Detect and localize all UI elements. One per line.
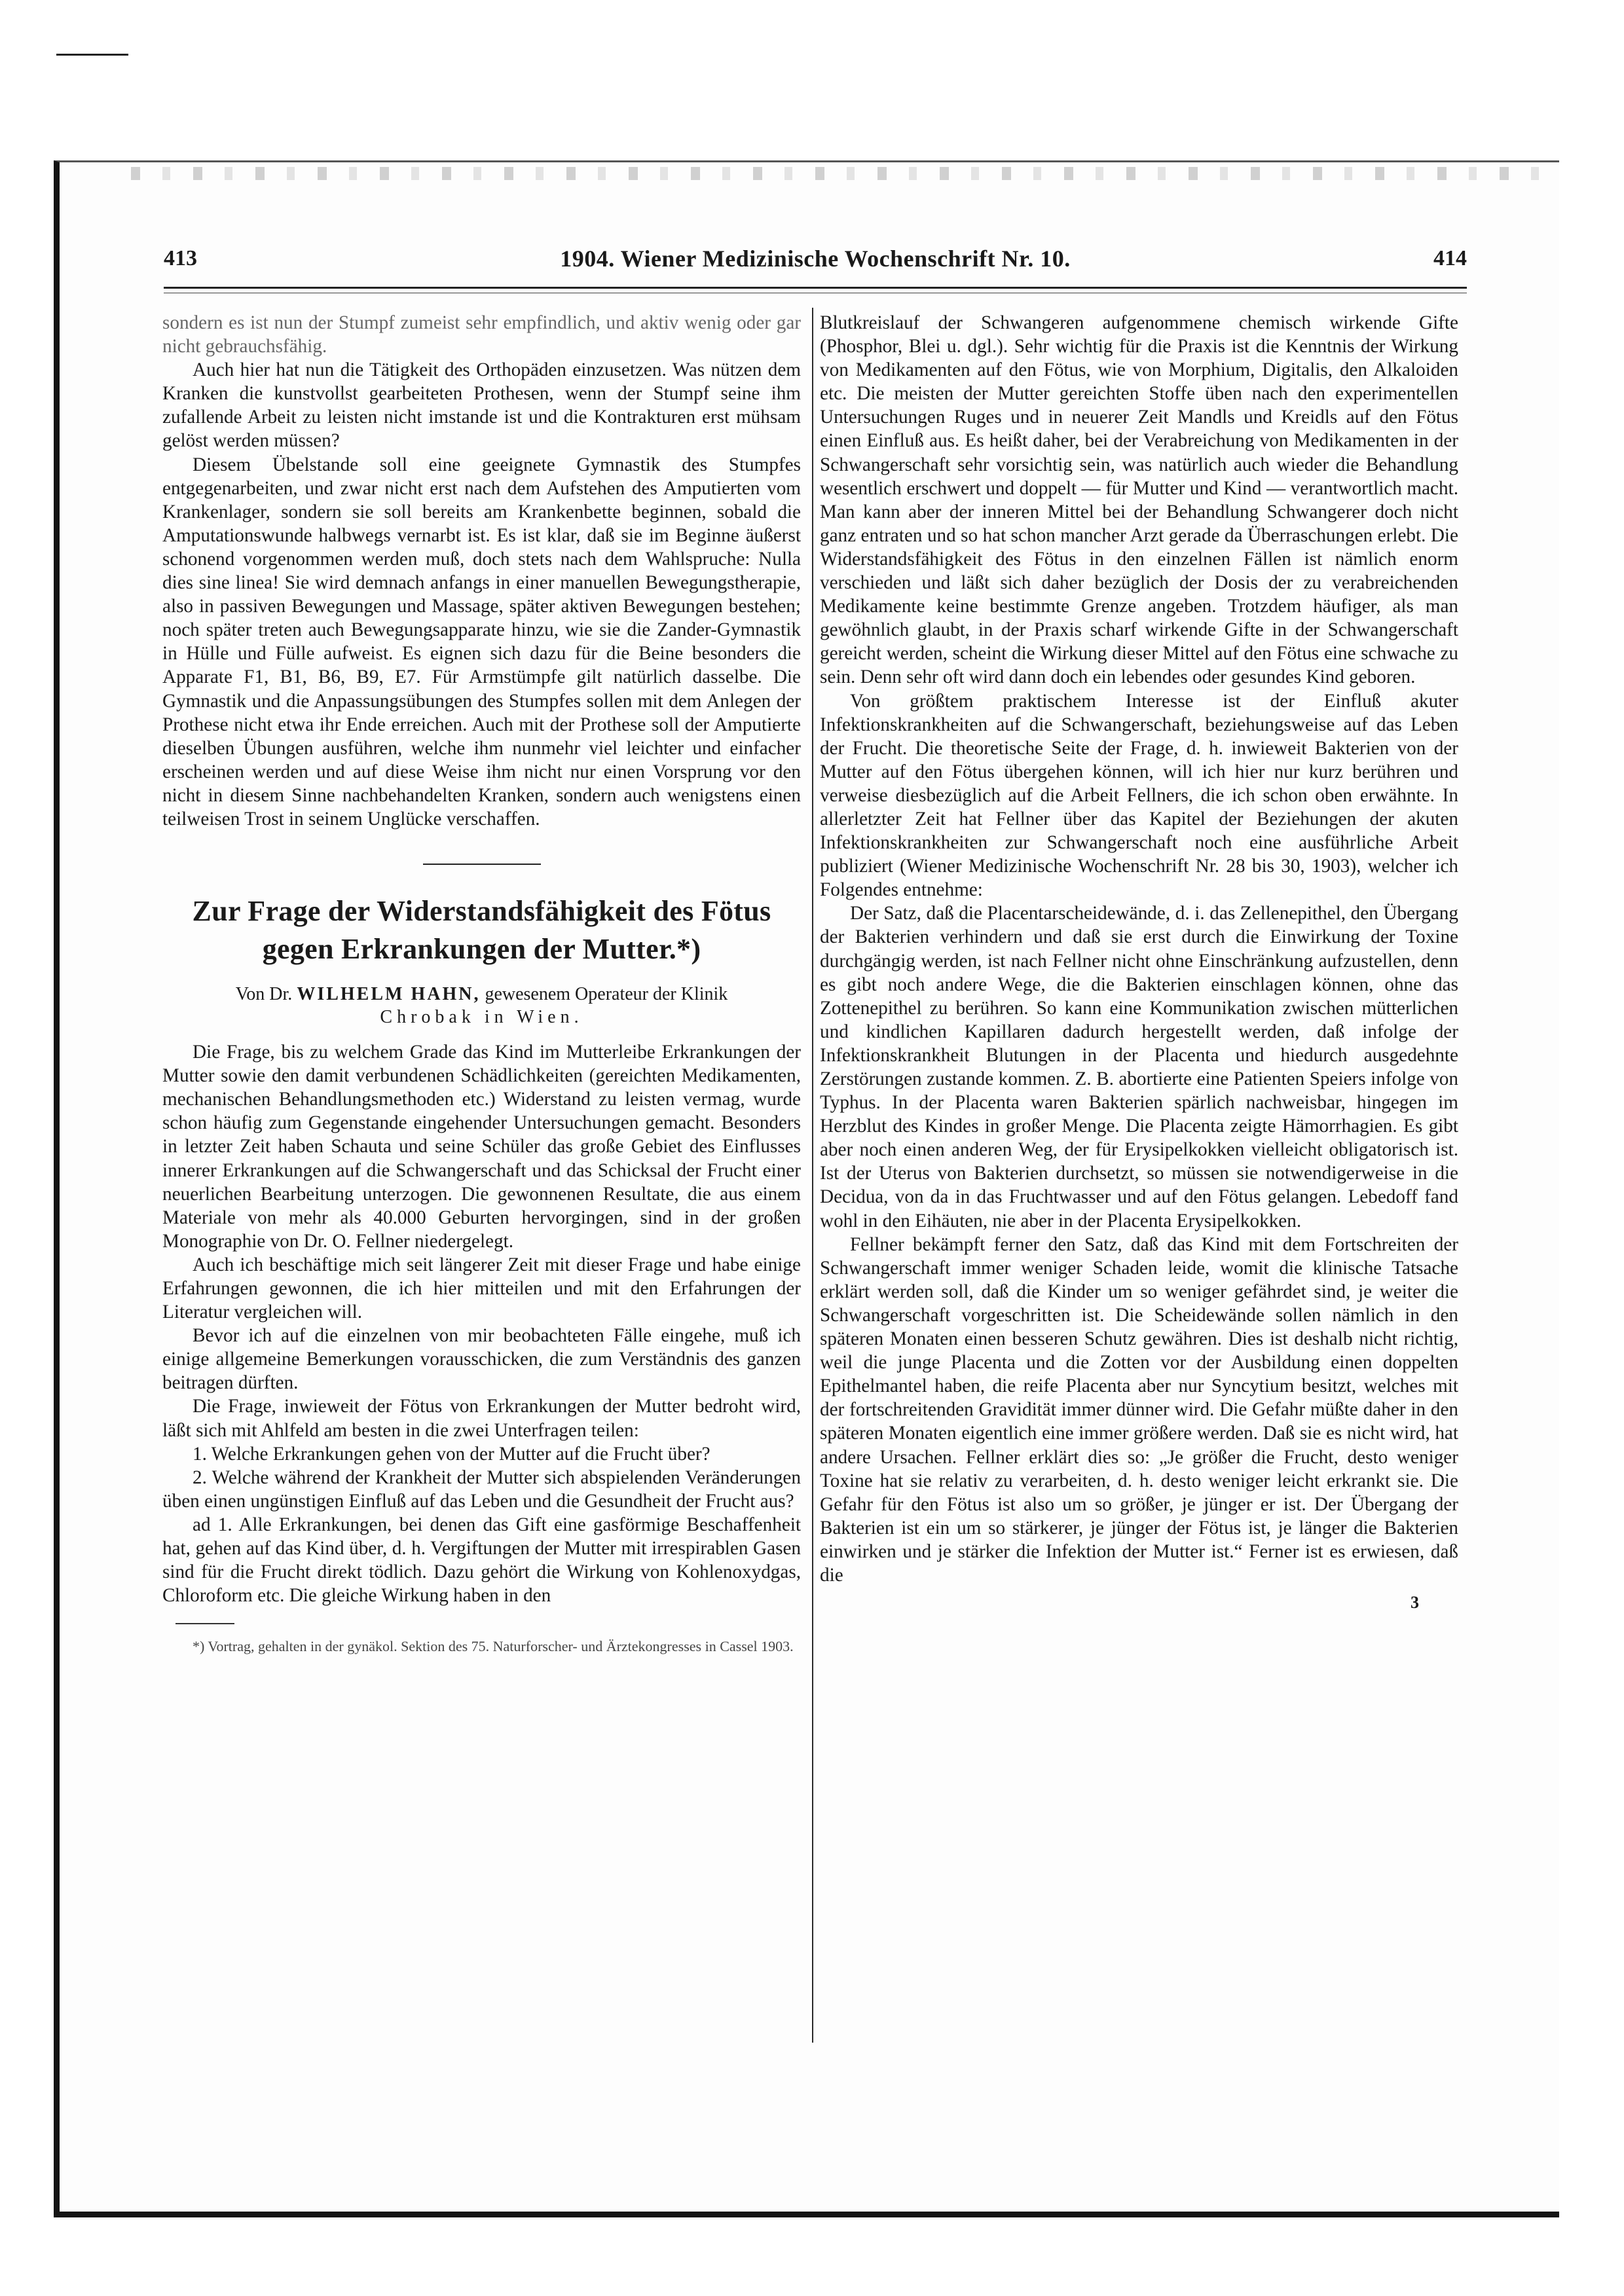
paragraph: Diesem Übelstande soll eine geeignete Gymnastik des Stumpfes entgegenarbeiten, und zwar nicht erst nach dem Aufstehen des Amputierten vom Krankenlager, sondern sie soll bereits am Krankenbette beginnen, sobald die Amputationswunde halbwegs vernarbt ist. Es ist klar, daß sie im Beginne äußerst schonend vorgenommen werden muß, doch stets nach dem Wahlspruche: Nulla dies sine linea! Sie wird demnach anfangs in einer manuellen Bewegungstherapie, also in passiven Bewegungen und Massage, später aktiven Bewegungen bestehen; noch später treten auch Bewegungsapparate hinzu, wie sie die Zander-Gymnastik in Hülle und Fülle aufweist. Es eignen sich dazu für die Beine besonders die Apparate F1, B1, B6, B9, E7. Für Armstümpfe gilt natürlich dasselbe. Die Gymnastik und die Anpassungsübungen des Stumpfes sollen mit dem Anlegen der Prothese nicht etwa ihr Ende erreichen. Auch mit der Prothese soll der Amputierte dieselben Übungen ausführen, welche ihm nunmehr viel leichter und einfacher erscheinen werden und auf diese Weise ihm nicht nur einen Vorsprung vor den nicht in diesem Sinne nachbehandelten Kranken, sondern auch wenigstens einen teilweisen Trost in seinem Unglücke verschaffen. (162, 454, 801, 829)
journal-title: 1904. Wiener Medizinische Wochenschrift Nr. 10. (560, 246, 1071, 272)
running-header (164, 242, 1467, 275)
paragraph: Auch hier hat nun die Tätigkeit des Orthopäden einzusetzen. Was nützen dem Kranken die kunstvollst gearbeiteten Prothesen, wenn der Stumpf seine ihm zufallende Arbeit zu leisten nicht imstande ist und die Kontrakturen erst mühsam gelöst werden müssen? (162, 359, 801, 452)
article-title: Zur Frage der Widerstandsfähigkeit des Fötus gegen Erkrankungen der Mutter.*) (192, 895, 771, 966)
page-number-left: 413 (164, 246, 197, 270)
scan-margin-mark (56, 54, 128, 56)
paragraph: Die Frage, inwieweit der Fötus von Erkrankungen der Mutter bedroht wird, läßt sich mit Ahlfeld am besten in die zwei Unterfragen teilen: (162, 1396, 801, 1441)
paragraph: Von größtem praktischem Interesse ist der Einfluß akuter Infektionskrankheiten auf die Schwangerschaft, beziehungsweise auf das Leben der Frucht. Die theoretische Seite der Frage, d. h. inwieweit Bakterien von der Mutter auf den Fötus übergehen können, will ich hier nur kurz berühren und verweise diesbezüglich auf die Arbeit Fellners, die ich schon oben erwähnte. In allerletzter Zeit hat Fellner über das Kapitel der Beziehungen der akuten Infektionskrankheiten zur Schwangerschaft noch eine ausführliche Arbeit publiziert (Wiener Medizinische Wochenschrift Nr. 28 bis 30, 1903), welcher ich Folgendes entnehme: (820, 690, 1458, 901)
paragraph: ad 1. Alle Erkrankungen, bei denen das Gift eine gasförmige Beschaffenheit hat, gehen auf das Kind über, d. h. Vergiftungen der Mutter mit irrespirablen Gasen sind für die Frucht direkt tödlich. Dazu gehört die Wirkung von Kohlenoxydgas, Chloroform etc. Die gleiche Wirkung haben in den (162, 1514, 801, 1607)
paragraph: sondern es ist nun der Stumpf zumeist sehr empfindlich, und aktiv wenig oder gar nicht gebrauchsfähig. (162, 312, 801, 357)
byline (162, 983, 801, 1029)
column-separator (812, 308, 813, 2043)
byline-clinic: Chrobak in Wien. (380, 1007, 583, 1028)
byline-position: gewesenem Operateur der Klinik (485, 984, 728, 1005)
paragraph: Auch ich beschäftige mich seit längerer Zeit mit dieser Frage und habe einige Erfahrungen gewonnen, die ich hier mitteilen und mit den Erfahrungen der Literatur vergleichen will. (162, 1254, 801, 1323)
page-number-right: 414 (1433, 246, 1467, 270)
paragraph: Der Satz, daß die Placentarscheidewände, d. i. das Zellenepithel, den Übergang der Bakterien verhindern und daß sie erst durch die Einwirkung der Toxine durchgängig werden, ist nach Fellner nicht ohne Einschränkung aufzustellen, denn es gibt noch andere Wege, die die Bakterien einschlagen können, ohne das Zottenepithel zu berühren. So kann eine Kommunikation zwischen mütterlichen und kindlichen Kapillaren dadurch hergestellt werden, daß infolge der Infektionskrankheit Blutungen in der Placenta und hiedurch ausgedehnte Zerstörungen zustande kommen. Z. B. abortierte eine Patienten Speiers infolge von Typhus. In der Placenta waren Bakterien spärlich nachweisbar, hingegen im Herzblut des Kindes in großer Menge. Die Placenta zeigte Hämorrhagien. Es gibt aber noch einen anderen Weg, der für Erysipelkokken vielleicht obligatorisch ist. Ist der Uterus von Bakterien durchsetzt, so müssen sie notwendigerweise in die Decidua, von da in das Fruchtwasser und auf den Fötus gelangen. Lebedoff fand wohl in den Eihäuten, nie aber in der Placenta Erysipelkokken. (820, 903, 1458, 1231)
footnote-rule (175, 1623, 234, 1624)
paragraph: Blutkreislauf der Schwangeren aufgenommene chemisch wirkende Gifte (Phosphor, Blei u. dgl.). Sehr wichtig für die Praxis ist die Kenntnis der Wirkung von Medikamenten auf den Fötus, wie von Morphium, Digitalis, den Alkaloiden etc. Die meisten der Mutter gereichten Stoffe üben nach den experimentellen Untersuchungen Ruges und in neuerer Zeit Mandls und Kreidls auf den Fötus einen Einfluß aus. Es heißt daher, bei der Verabreichung von Medikamenten in der Schwangerschaft sehr vorsichtig sein, was natürlich auch wieder die Behandlung wesentlich erschwert und doppelt — für Mutter und Kind — verantwortlich macht. Man kann aber der inneren Mittel bei der Behandlung Schwangerer doch nicht ganz entraten und so hat schon mancher Arzt gerade da Überraschungen erlebt. Die Widerstandsfähigkeit des Fötus in den einzelnen Fällen ist nämlich enorm verschieden und läßt sich daher bezüglich der Dosis der zu verabreichenden Medikamente keine bestimmte Grenze angeben. Trotzdem häufiger, als man gewöhnlich glaubt, in der Praxis scharf wirkende Gifte in der Schwangerschaft gereicht werden, scheint die Wirkung dieser Mittel auf den Fötus eine schwache zu sein. Denn sehr oft wird dann doch ein lebendes oder gesundes Kind geboren. (820, 312, 1458, 688)
footnote: *) Vortrag, gehalten in der gynäkol. Sektion des 75. Naturforscher- und Ärztekongresses in Cassel 1903. (193, 1638, 794, 1655)
right-column (820, 311, 1458, 1614)
paragraph: Die Frage, bis zu welchem Grade das Kind im Mutterleibe Erkrankungen der Mutter sowie den damit verbundenen Schädlichkeiten (gereichten Medikamenten, mechanischen Behandlungsmethoden etc.) Widerstand zu leisten vermag, wurde schon häufig zum Gegenstande eingehender Untersuchungen gemacht. Besonders in letzter Zeit haben Schauta und seine Schüler das große Gebiet des Einflusses innerer Erkrankungen auf die Schwangerschaft und das Schicksal der Frucht einer neuerlichen Bearbeitung unterzogen. Die gewonnenen Resultate, die aus einem Materiale von mehr als 40.000 Geburten hervorgingen, sind in der großen Monographie von Dr. O. Fellner niedergelegt. (162, 1042, 801, 1252)
question-item: 2. Welche während der Krankheit der Mutter sich abspielenden Veränderungen üben einen ungünstigen Einfluß auf das Leben und die Gesundheit der Frucht aus? (162, 1467, 801, 1512)
scan-noise-strip (131, 167, 1545, 180)
paragraph: Fellner bekämpft ferner den Satz, daß das Kind mit dem Fortschreiten der Schwangerschaft immer weniger Schaden leide, womit die klinische Tatsache erklärt werden soll, daß die Kinder um so weniger gefährdet sind, je weiter die Schwangerschaft vorgeschritten ist. Die Scheidewände sollen nämlich in den späteren Monaten einen besseren Schutz gewähren. Dies ist deshalb nicht richtig, weil die junge Placenta und die Zotten vor der Ausbildung einen doppelten Epithelmantel haben, die reife Placenta aber nur Syncytium besitzt, welches mit der fortschreitenden Gravidität immer dünner wird. Die Gefahr müßte daher in den späteren Monaten eigentlich eine immer größere werden. Daß sie es nicht wird, hat andere Ursachen. Fellner erklärt dies so: „Je größer die Frucht, desto weniger Toxine hat sie relativ zu verarbeiten, d. h. desto weniger leicht erkrankt sie. Die Gefahr für den Fötus ist also um so größer, je jünger er ist. Der Übergang der Bakterien ist ein um so stärkerer, je jünger der Fötus ist, je länger die Bakterien einwirken und je stärker die Infektion der Mutter ist.“ Ferner ist es erwiesen, daß die (820, 1233, 1458, 1586)
header-rule (164, 287, 1467, 289)
signature-mark: 3 (1411, 1593, 1419, 1613)
section-divider (423, 864, 541, 865)
byline-prefix: Von Dr. (235, 984, 293, 1005)
paragraph: Bevor ich auf die einzelnen von mir beobachteten Fälle eingehe, muß ich einige allgemeine Bemerkungen vorausschicken, die zum Verständnis des ganzen beitragen dürften. (162, 1325, 801, 1394)
left-column (162, 311, 801, 1656)
author-name: WILHELM HAHN, (297, 984, 481, 1005)
question-item: 1. Welche Erkrankungen gehen von der Mutter auf die Frucht über? (193, 1443, 710, 1465)
